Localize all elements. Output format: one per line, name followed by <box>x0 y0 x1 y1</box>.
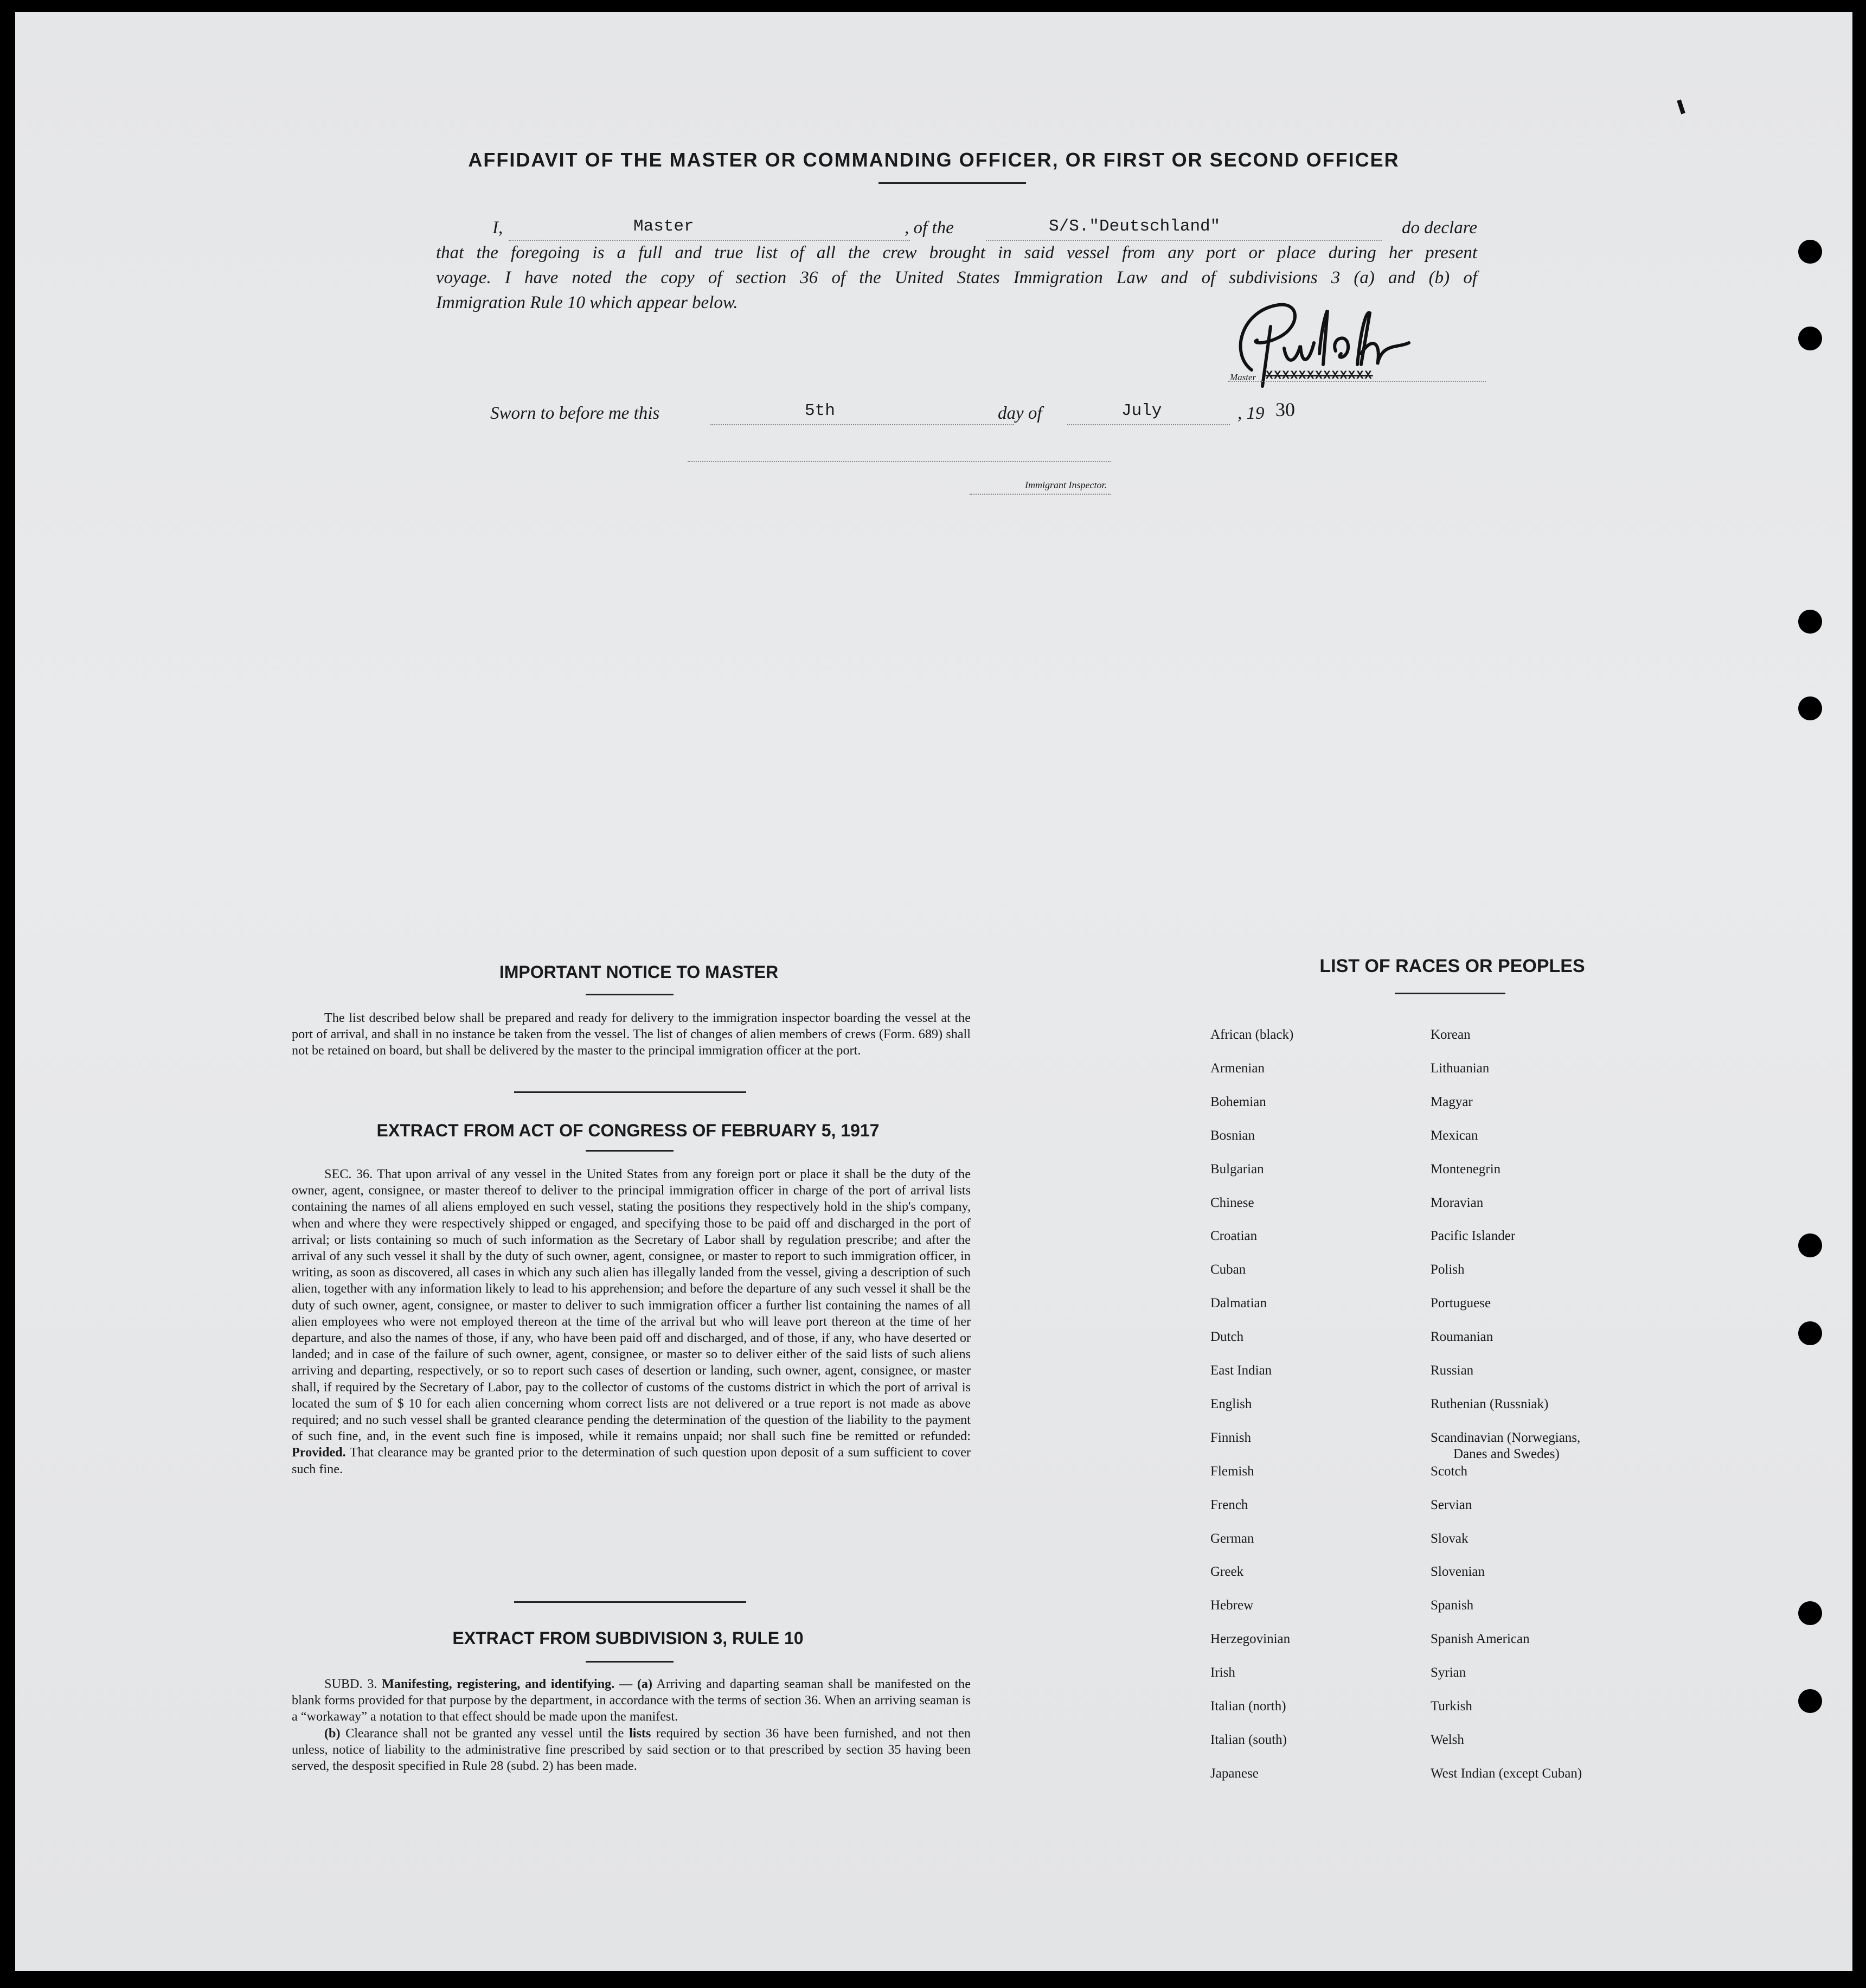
race-item: Bosnian <box>1210 1128 1255 1143</box>
rule-title: EXTRACT FROM SUBDIVISION 3, RULE 10 <box>452 1628 804 1648</box>
act-body <box>292 1166 971 1478</box>
race-item-continuation: Danes and Swedes) <box>1453 1447 1560 1461</box>
race-item: Russian <box>1431 1363 1474 1378</box>
race-item: Moravian <box>1431 1196 1484 1210</box>
day-of-label: day of <box>998 404 1042 423</box>
race-item: Slovak <box>1431 1531 1469 1546</box>
race-item: Slovenian <box>1431 1564 1485 1579</box>
race-item: Roumanian <box>1431 1329 1493 1344</box>
subd-b-text-1: Clearance shall not be granted any vessel until the <box>345 1725 624 1741</box>
of-the-label: , of the <box>905 218 954 238</box>
races-divider <box>1395 993 1505 994</box>
race-item: French <box>1210 1498 1248 1512</box>
race-item: Scandinavian (Norwegians, <box>1431 1430 1581 1445</box>
punch-hole <box>1798 1233 1822 1257</box>
race-item: Dalmatian <box>1210 1296 1267 1311</box>
vessel-fill-value: S/S."Deutschland" <box>1049 217 1221 236</box>
race-item: Mexican <box>1431 1128 1478 1143</box>
race-item: Portuguese <box>1431 1296 1491 1311</box>
notice-section-divider <box>514 1091 746 1093</box>
act-text-b: That clearance may be granted prior to the determination of such question upon deposit of a sum sufficient to cover such fine. <box>292 1445 971 1476</box>
race-item: Finnish <box>1210 1430 1252 1445</box>
race-item: Chinese <box>1210 1196 1254 1210</box>
inspector-label: Immigrant Inspector. <box>1025 480 1107 490</box>
race-item: Hebrew <box>1210 1598 1254 1613</box>
race-item: Dutch <box>1210 1329 1244 1344</box>
punch-hole <box>1798 1321 1822 1345</box>
inspector-signature-line <box>688 461 1111 462</box>
subd-heading: Manifesting, registering, and identifying. <box>382 1677 615 1691</box>
affidavit-i-label: I, <box>492 218 503 238</box>
affidavit-title: AFFIDAVIT OF THE MASTER OR COMMANDING OFFICER, OR FIRST OR SECOND OFFICER <box>468 149 1400 171</box>
races-title: LIST OF RACES OR PEOPLES <box>1319 956 1585 976</box>
act-section-divider <box>514 1601 746 1603</box>
vessel-fill-line <box>986 240 1382 241</box>
notice-body <box>292 1010 971 1059</box>
affidavit-line-4: Immigration Rule 10 which appear below. <box>436 293 738 312</box>
struck-title: XXXXXXXXXXXXX <box>1266 369 1373 382</box>
notice-title: IMPORTANT NOTICE TO MASTER <box>499 962 779 982</box>
race-item: German <box>1210 1531 1254 1546</box>
day-fill-value: 5th <box>805 401 835 420</box>
punch-hole <box>1798 1601 1822 1625</box>
rule-paragraph-b <box>292 1725 971 1775</box>
act-provided: Provided. <box>292 1445 346 1460</box>
race-item: Servian <box>1431 1498 1472 1512</box>
rule-paragraph-a <box>292 1676 971 1725</box>
act-title: EXTRACT FROM ACT OF CONGRESS OF FEBRUARY 5, 1917 <box>376 1121 880 1140</box>
race-item: Korean <box>1431 1027 1471 1042</box>
race-item: Pacific Islander <box>1431 1229 1516 1243</box>
race-item: Irish <box>1210 1665 1235 1680</box>
race-item: Lithuanian <box>1431 1061 1490 1076</box>
declare-label: do declare <box>1402 218 1477 238</box>
punch-hole <box>1798 327 1822 350</box>
document-page <box>15 12 1852 1971</box>
race-item: West Indian (except Cuban) <box>1431 1766 1582 1781</box>
subd-a-label: — (a) <box>619 1677 653 1691</box>
race-item: Croatian <box>1210 1229 1258 1243</box>
race-item: Scotch <box>1431 1464 1468 1479</box>
race-item: Welsh <box>1431 1733 1464 1747</box>
month-fill-line <box>1067 424 1230 425</box>
title-divider <box>879 182 1026 184</box>
punch-hole <box>1798 696 1822 720</box>
race-item: Spanish <box>1431 1598 1474 1613</box>
race-item: Ruthenian (Russniak) <box>1431 1397 1549 1411</box>
race-item: African (black) <box>1210 1027 1294 1042</box>
inspector-caption-line <box>970 494 1111 495</box>
race-item: Armenian <box>1210 1061 1265 1076</box>
rule-divider <box>586 1661 674 1663</box>
notice-text: The list described below shall be prepared and ready for delivery to the immigration inspector boarding the vessel at the port of arrival, and shall in no instance be taken from the vessel. The list of changes of alien members of crews (Form. 689) shall not be retained on board, but shall be delivered by the master to the principal immigration officer at the port. <box>292 1011 971 1058</box>
officer-fill-value: Master <box>633 217 694 236</box>
affidavit-line-3: voyage. I have noted the copy of section 36 of the United States Immigration Law and of subdivisions 3 (a) and (b) of <box>436 268 1477 287</box>
ink-mark <box>1677 99 1685 114</box>
punch-hole <box>1798 610 1822 634</box>
subd-b-label: (b) <box>324 1725 341 1741</box>
act-paragraph <box>292 1166 971 1478</box>
race-item: Japanese <box>1210 1766 1259 1781</box>
month-fill-value: July <box>1121 401 1162 420</box>
race-item: Bulgarian <box>1210 1162 1264 1177</box>
race-item: Italian (south) <box>1210 1733 1287 1747</box>
subd-b-lists: lists <box>629 1725 651 1741</box>
race-item: English <box>1210 1397 1252 1411</box>
race-item: Magyar <box>1431 1095 1473 1109</box>
officer-fill-line <box>509 240 910 241</box>
day-fill-line <box>710 424 1014 425</box>
year-fill-value: 30 <box>1275 399 1295 420</box>
race-item: Herzegovinian <box>1210 1632 1291 1646</box>
subd-label: SUBD. 3. <box>324 1677 377 1691</box>
rule-body <box>292 1676 971 1774</box>
race-item: Montenegrin <box>1431 1162 1501 1177</box>
race-item: Syrian <box>1431 1665 1466 1680</box>
year-prefix: , 19 <box>1237 404 1265 423</box>
punch-hole <box>1798 240 1822 264</box>
affidavit-line-2: that the foregoing is a full and true list of all the crew brought in said vessel from any port or place during her present <box>436 243 1477 263</box>
race-item: Bohemian <box>1210 1095 1266 1109</box>
race-item: Spanish American <box>1431 1632 1530 1646</box>
race-item: Flemish <box>1210 1464 1254 1479</box>
act-text-a: SEC. 36. That upon arrival of any vessel in the United States from any foreign port or place it shall be the duty of the owner, agent, consignee, or master thereof to deliver to the principal immigration officer in charge of the port of arrival lists containing the names of all aliens employed en such vessel, stating the positions they respectively hold in the ship's company, when and where they were respectively shipped or engaged, and specifying those to be paid off and discharged in the port of arrival; or lists containing so much of such information as the Secretary of Labor shall by regulation prescribe; and after the arrival of any such vessel it shall by the duty of such owner, agent, consignee, or master to report to such immigration officer, in writing, as soon as discovered, all cases in which any such alien has illegally landed from the vessel, giving a description of such alien, together with any information likely to lead to his apprehension; and before the departure of any such vessel it shall be the duty of such owner, agent, consignee, or master to deliver to such immigration officer a further list containing the names of all alien employees who were not employed thereon at the time of the arrival but who will leave port thereon at the time of her departure, and also the names of those, if any, who have been paid off and discharged, and of those, if any, who have deserted or landed; and in case of the failure of such owner, agent, consignee, or master so to deliver either of the said lists of such aliens arriving and departing, respectively, or so to report such cases of desertion or landing, such owner, agent, consignee, or master shall, if required by the Secretary of Labor, pay to the collector of customs of the customs district in which the port of arrival is located the sum of $ 10 for each alien concerning whom correct lists are not delivered or a true report is not made as above required; and no such vessel shall be granted clearance pending the determination of the question of the liability to the payment of such fine, and, in the event such fine is imposed, while it remains unpaid; nor shall such fine be remitted or refunded: <box>292 1167 971 1444</box>
race-item: East Indian <box>1210 1363 1272 1378</box>
race-item: Turkish <box>1431 1699 1472 1714</box>
punch-hole <box>1798 1689 1822 1713</box>
race-item: Polish <box>1431 1262 1465 1277</box>
notice-divider <box>586 994 674 995</box>
sworn-label: Sworn to before me this <box>490 404 660 423</box>
subd-a-text: Arriving and daparting seaman shall be manifested on the blank forms provided for that purpose by the department, in accordance with the terms of section 36. When an arriving seaman is a “workaway” a notation to that effect should be made upon the manifest. <box>292 1677 971 1724</box>
act-divider <box>586 1150 674 1152</box>
signature-caption: Master <box>1230 372 1256 382</box>
race-item: Cuban <box>1210 1262 1246 1277</box>
subd-b-text-2: required by section 36 have been furnished, and not then unless, notice of liability to the administrative fine prescribed by said section or to that prescribed by section 35 having been served, the desposit specified in Rule 28 (subd. 2) has been made. <box>292 1725 971 1774</box>
race-item: Greek <box>1210 1564 1244 1579</box>
race-item: Italian (north) <box>1210 1699 1286 1714</box>
